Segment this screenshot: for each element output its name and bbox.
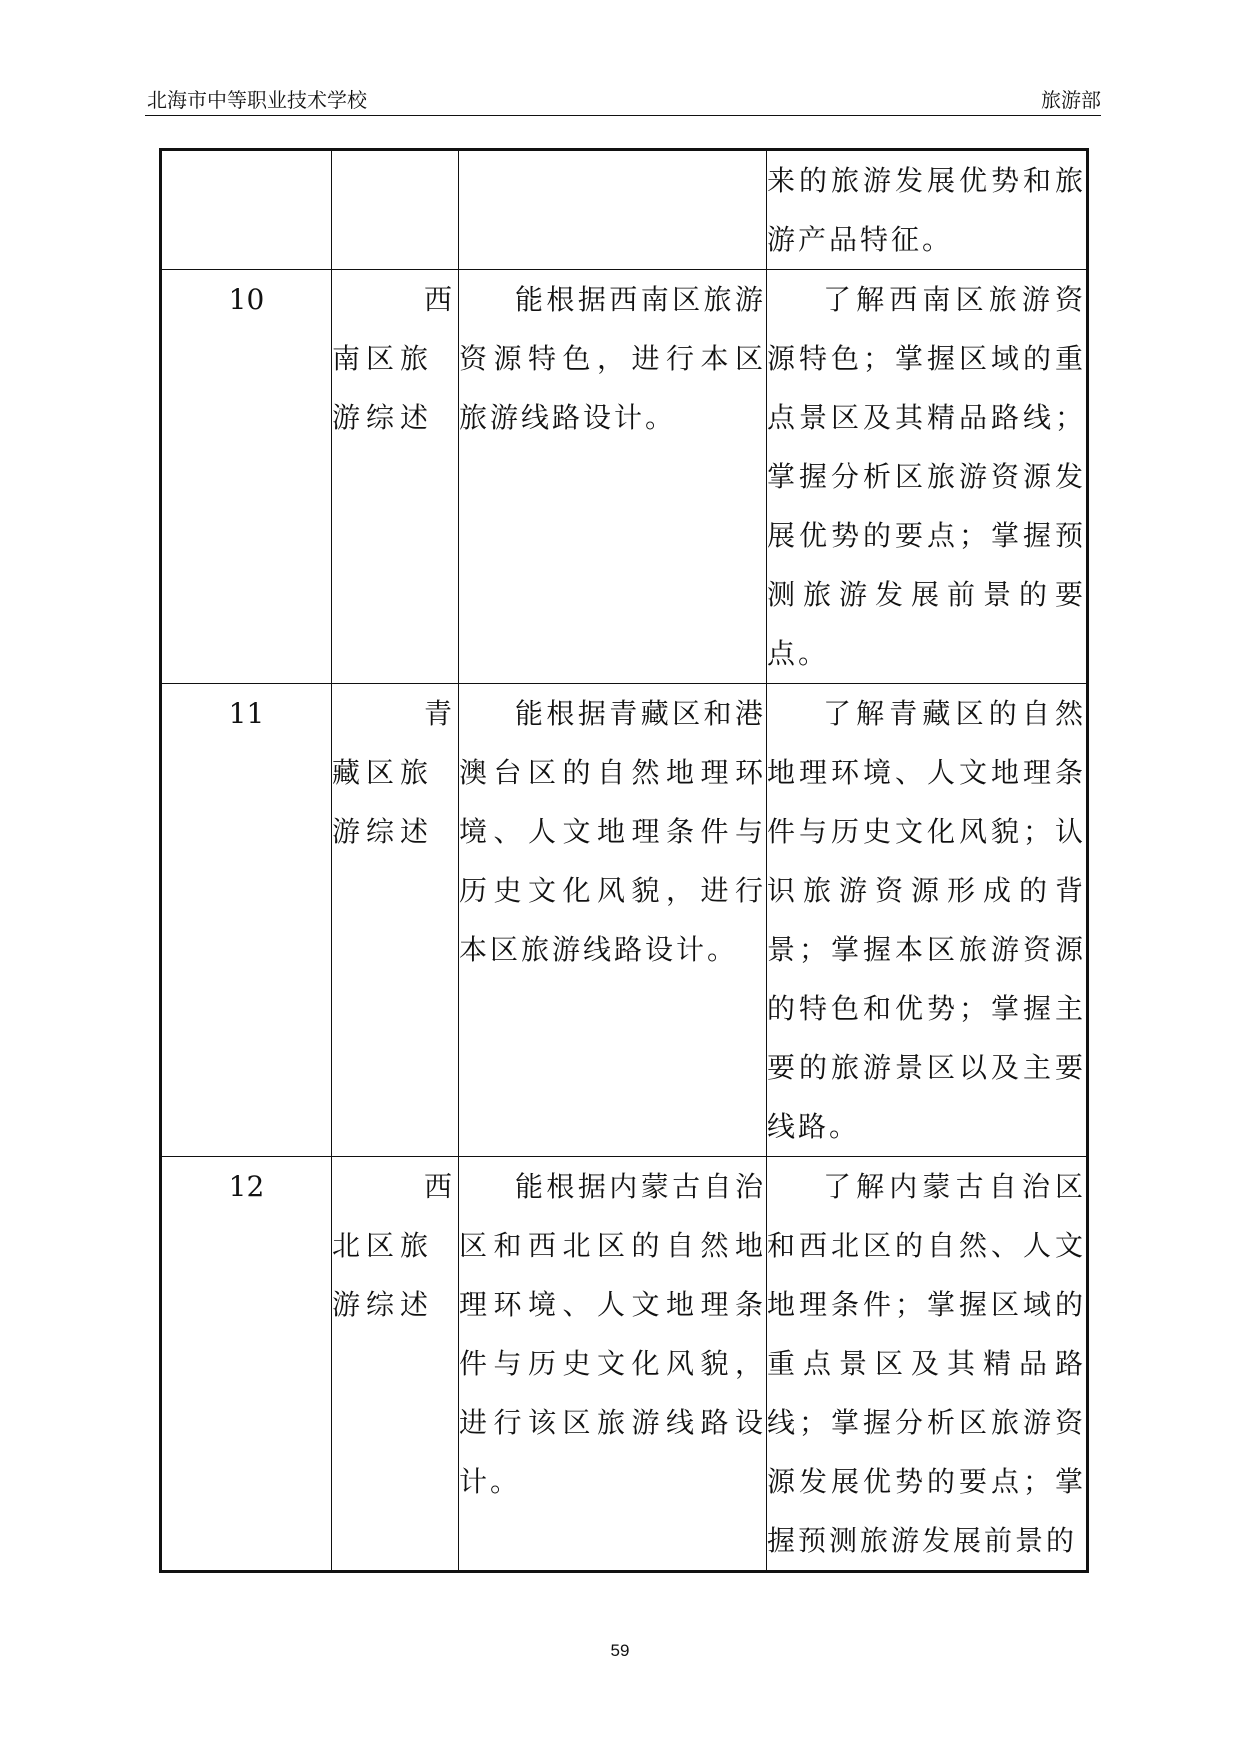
row-number: 11 — [161, 684, 332, 1157]
table-row — [161, 270, 1088, 684]
unit-name-line1: 西 — [423, 1170, 452, 1203]
table-row — [161, 684, 1088, 1157]
row-number — [161, 150, 332, 270]
unit-name-rest: 北区旅游综述 — [332, 1229, 435, 1321]
ability-cell — [459, 1157, 767, 1572]
ability-cell — [459, 684, 767, 1157]
knowledge-cell: 来的旅游发展优势和旅游产品特征。 — [767, 150, 1088, 270]
header-school: 北海市中等职业技术学校 — [147, 88, 367, 112]
unit-name-rest: 藏区旅游综述 — [332, 756, 435, 848]
knowledge-text: 了解青藏区的自然地理环境、人文地理条件与历史文化风貌；认识旅游资源形成的背景；掌握本区旅游资源的特色和优势；掌握主要的旅游景区以及主要线路。 — [767, 697, 1086, 1143]
ability-text: 能根据西南区旅游资源特色，进行本区旅游线路设计。 — [459, 283, 766, 434]
table-row — [161, 1157, 1088, 1572]
table-row — [161, 150, 1088, 270]
unit-name — [332, 150, 459, 270]
unit-name — [332, 270, 459, 684]
knowledge-cell — [767, 270, 1088, 684]
header-department: 旅游部 — [1041, 88, 1101, 112]
ability-text: 能根据青藏区和港澳台区的自然地理环境、人文地理条件与历史文化风貌，进行本区旅游线路设计。 — [459, 697, 766, 966]
ability-cell — [459, 270, 767, 684]
unit-name-rest: 南区旅游综述 — [332, 342, 435, 434]
header-rule — [145, 115, 1101, 116]
knowledge-cell — [767, 684, 1088, 1157]
knowledge-text: 了解西南区旅游资源特色；掌握区域的重点景区及其精品路线；掌握分析区旅游资源发展优势的要点；掌握预测旅游发展前景的要点。 — [767, 283, 1086, 670]
page-number: 59 — [610, 1641, 630, 1660]
ability-cell — [459, 150, 767, 270]
knowledge-cell — [767, 1157, 1088, 1572]
row-number: 10 — [161, 270, 332, 684]
unit-name — [332, 1157, 459, 1572]
knowledge-text: 了解内蒙古自治区和西北区的自然、人文地理条件；掌握区域的重点景区及其精品路线；掌握分析区旅游资源发展优势的要点；掌握预测旅游发展前景的 — [767, 1170, 1086, 1557]
unit-name-line1: 青 — [423, 697, 452, 730]
ability-text: 能根据内蒙古自治区和西北区的自然地理环境、人文地理条件与历史文化风貌，进行该区旅游线路设计。 — [459, 1170, 766, 1498]
unit-name — [332, 684, 459, 1157]
course-outline-table — [159, 148, 1089, 1573]
unit-name-line1: 西 — [423, 283, 452, 316]
row-number: 12 — [161, 1157, 332, 1572]
